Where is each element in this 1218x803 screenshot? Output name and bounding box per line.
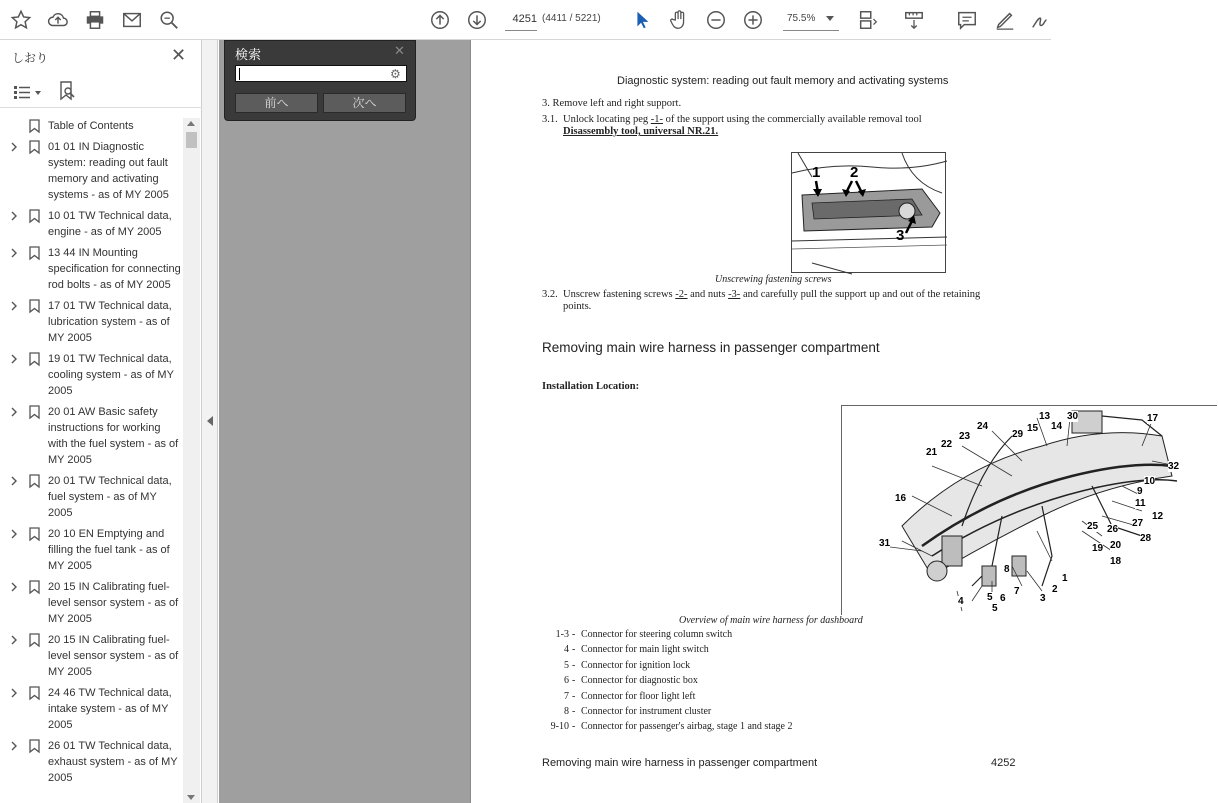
bookmark-item[interactable]: [0, 632, 183, 680]
find-dialog-title: 検索: [235, 48, 262, 63]
page-down-icon[interactable]: [464, 7, 490, 33]
figure-callout-3: 3: [896, 227, 905, 244]
legend-key: 8: [564, 706, 569, 717]
footer-page-number: 4252: [991, 757, 1016, 769]
legend-key: 4: [564, 644, 569, 656]
figure-callout-number: 13: [1039, 411, 1051, 422]
bookmark-item[interactable]: [0, 473, 183, 521]
step-3-2-text-cont: points.: [563, 301, 592, 312]
legend-key: 9-10: [550, 721, 569, 733]
section-title: Removing main wire harness in passenger compartment: [542, 340, 880, 355]
bookmark-icon: [29, 352, 40, 366]
figure-callout-number: 4: [958, 596, 964, 607]
zoom-dropdown-caret-icon[interactable]: [826, 16, 834, 21]
bookmark-icon: [29, 527, 40, 541]
main-toolbar: [0, 0, 1051, 40]
bookmark-icon: [29, 140, 40, 154]
expand-arrow-icon[interactable]: [11, 476, 17, 486]
figure-callout-number: 2: [1052, 584, 1058, 595]
expand-arrow-icon[interactable]: [11, 529, 17, 539]
legend-dash: -: [572, 721, 576, 733]
bookmarks-panel: [0, 40, 202, 803]
legend-value: Connector for floor light left: [581, 690, 696, 702]
legend-key: 7: [564, 690, 569, 702]
zoom-in-icon[interactable]: [740, 7, 766, 33]
expand-arrow-icon[interactable]: [11, 211, 17, 221]
page-number-input[interactable]: 4251: [505, 9, 537, 31]
text-cursor: [239, 68, 240, 80]
footer-title: Removing main wire harness in passenger compartment: [542, 757, 818, 769]
step-3-1-number: 3.1.: [542, 114, 558, 125]
figure-callout-number: 14: [1051, 421, 1063, 432]
figure-callout-number: 32: [1168, 461, 1180, 472]
figure-callout-number: 18: [1110, 556, 1122, 567]
legend-value: Connector for ignition lock: [581, 659, 691, 671]
figure-callout-number: 17: [1147, 413, 1159, 424]
figure-callout-number: 28: [1140, 533, 1152, 544]
figure-callout-number: 6: [1000, 593, 1006, 604]
figure-callout-number: 25: [1087, 521, 1099, 532]
legend-dash: -: [572, 644, 576, 656]
figure-callout-number: 23: [959, 431, 971, 442]
select-arrow-icon[interactable]: [629, 7, 655, 33]
bookmark-icon: [29, 209, 40, 223]
bookmark-label: 20 10 EN Emptying and filling the fuel tank - as of MY 2005: [48, 528, 170, 572]
legend-value: Connector for diagnostic box: [581, 675, 698, 687]
mail-icon[interactable]: [119, 7, 145, 33]
star-icon[interactable]: [8, 7, 34, 33]
pen-icon[interactable]: [992, 7, 1018, 33]
figure-callout-number: 1: [1062, 573, 1068, 584]
figure-callout-1: 1: [812, 164, 821, 181]
step-3-1-text: Unlock locating peg -1- of the support using the commercially available removal tool: [563, 114, 922, 125]
legend-key: 6: [564, 675, 569, 687]
bookmarks-toolbar: [0, 74, 202, 108]
bookmark-item[interactable]: [0, 685, 183, 733]
legend-value: Connector for instrument cluster: [581, 706, 712, 717]
expand-arrow-icon[interactable]: [11, 635, 17, 645]
bookmark-item[interactable]: [0, 298, 183, 346]
zoom-level-input[interactable]: 75.5%: [783, 9, 839, 31]
legend-key: 1-3: [555, 629, 569, 640]
legend-dash: -: [572, 675, 576, 687]
bookmark-icon: [29, 474, 40, 488]
bookmark-label: 20 15 IN Calibrating fuel-level sensor system - as of MY 2005: [48, 634, 179, 678]
sign-icon[interactable]: [1028, 7, 1054, 33]
bookmark-icon: [29, 580, 40, 594]
step-3-2-number: 3.2.: [542, 289, 558, 300]
measure-icon[interactable]: [901, 7, 927, 33]
expand-arrow-icon[interactable]: [11, 407, 17, 417]
expand-arrow-icon[interactable]: [11, 582, 17, 592]
expand-arrow-icon[interactable]: [11, 248, 17, 258]
legend-value: Connector for main light switch: [581, 644, 709, 656]
expand-arrow-icon[interactable]: [11, 301, 17, 311]
find-bookmark-icon[interactable]: [58, 81, 76, 101]
figure-callout-number: 24: [977, 421, 989, 432]
expand-arrow-icon[interactable]: [11, 354, 17, 364]
bookmark-icon: [29, 739, 40, 753]
figure-wire-harness: [841, 405, 1217, 615]
find-dialog: [224, 40, 416, 121]
figure-callout-number: 12: [1152, 511, 1164, 522]
figure-callout-number: 3: [1040, 593, 1046, 604]
bookmark-label: 26 01 TW Technical data, exhaust system - as of MY 2005: [48, 740, 178, 784]
print-icon[interactable]: [82, 7, 108, 33]
bookmark-label: 13 44 IN Mounting specification for connecting rod bolts - as of MY 2005: [48, 247, 181, 291]
zoom-search-icon[interactable]: [156, 7, 182, 33]
legend-key: 5: [564, 659, 569, 671]
bookmark-label: 24 46 TW Technical data, intake system - as of MY 2005: [48, 687, 172, 731]
figure-callout-number: 30: [1067, 411, 1079, 422]
bookmark-icon: [29, 299, 40, 313]
bookmark-item[interactable]: [0, 579, 183, 627]
step-3-2-text: Unscrew fastening screws -2- and nuts -3- and carefully pull the support up and out of the retaining: [563, 289, 981, 300]
figure-callout-number: 10: [1144, 476, 1156, 487]
panel-splitter[interactable]: [202, 40, 218, 803]
find-previous-button[interactable]: 前へ: [235, 93, 318, 113]
installation-location-label: Installation Location:: [542, 381, 640, 392]
figure-callout-number: 27: [1132, 518, 1144, 529]
figure-callout-number: 8: [1004, 564, 1010, 575]
find-next-button[interactable]: 次へ: [323, 93, 406, 113]
bookmark-icon: [29, 405, 40, 419]
bookmark-item[interactable]: [0, 526, 183, 574]
zoom-out-icon[interactable]: [703, 7, 729, 33]
bookmarks-close-icon[interactable]: ✕: [171, 45, 187, 66]
bookmark-item[interactable]: [0, 738, 183, 786]
bookmark-label: 19 01 TW Technical data, cooling system - as of MY 2005: [48, 353, 174, 397]
bookmarks-panel-title: しおり: [12, 51, 49, 65]
figure-callout-number: 16: [895, 493, 907, 504]
step-3-1-tool: Disassembly tool, universal NR.21.: [563, 126, 719, 137]
scroll-thumb[interactable]: [186, 132, 197, 148]
bookmark-list: [0, 118, 183, 803]
figure-callout-number: 9: [1137, 486, 1143, 497]
collapse-panel-arrow-icon[interactable]: [207, 416, 213, 426]
figure-callout-number: 7: [1014, 586, 1020, 597]
hand-icon[interactable]: [666, 7, 692, 33]
step-3: 3. Remove left and right support.: [542, 98, 682, 109]
scroll-down-arrow-icon[interactable]: [187, 795, 195, 800]
page-total: (4411 / 5221): [542, 13, 601, 24]
bookmark-label: 01 01 IN Diagnostic system: reading out fault memory and activating systems - as of MY 2005: [48, 141, 169, 201]
expand-arrow-icon[interactable]: [11, 688, 17, 698]
bookmark-icon: [29, 119, 40, 133]
figure-callout-number: 19: [1092, 543, 1104, 554]
figure-callout-number: 21: [926, 447, 938, 458]
legend-dash: -: [572, 629, 576, 640]
bookmark-options-caret-icon[interactable]: [35, 91, 41, 95]
comment-icon[interactable]: [954, 7, 980, 33]
bookmark-item[interactable]: [0, 245, 183, 293]
page-up-icon[interactable]: [427, 7, 453, 33]
page-header: Diagnostic system: reading out fault memory and activating systems: [617, 75, 949, 87]
bookmark-item[interactable]: [0, 139, 183, 203]
figure-1-caption: Unscrewing fastening screws: [715, 274, 832, 285]
expand-arrow-icon[interactable]: [11, 142, 17, 152]
find-options-gear-icon[interactable]: ⚙: [390, 67, 401, 81]
bookmark-item[interactable]: [0, 118, 183, 134]
bookmark-label: Table of Contents: [48, 120, 134, 132]
bookmark-item[interactable]: [0, 208, 183, 240]
figure-callout-2: 2: [850, 164, 859, 181]
figure-callout-number: 22: [941, 439, 953, 450]
figure-callout-number: 5: [992, 603, 998, 614]
bookmark-label: 10 01 TW Technical data, engine - as of MY 2005: [48, 210, 172, 238]
bookmark-icon: [29, 633, 40, 647]
bookmark-label: 17 01 TW Technical data, lubrication system - as of MY 2005: [48, 300, 172, 344]
legend-dash: -: [572, 690, 576, 702]
bookmark-label: 20 01 AW Basic safety instructions for working with the fuel system - as of MY 2005: [48, 406, 179, 466]
page-layout-icon[interactable]: [855, 7, 881, 33]
figure-callout-number: 31: [879, 538, 891, 549]
upload-icon[interactable]: [45, 7, 71, 33]
figure-callout-number: 5: [987, 592, 993, 603]
bookmark-label: 20 15 IN Calibrating fuel-level sensor system - as of MY 2005: [48, 581, 179, 625]
figure-callout-number: 26: [1107, 524, 1119, 535]
bookmark-item[interactable]: [0, 404, 183, 468]
document-canvas[interactable]: [219, 40, 1180, 803]
bookmark-label: 20 01 TW Technical data, fuel system - as of MY 2005: [48, 475, 172, 519]
legend-value: Connector for steering column switch: [581, 629, 733, 640]
find-input[interactable]: [235, 65, 407, 82]
figure-unscrewing-screws: [791, 152, 946, 273]
figure-callout-number: 29: [1012, 429, 1024, 440]
legend-dash: -: [572, 659, 576, 671]
bookmark-options-icon[interactable]: [13, 84, 31, 100]
find-close-icon[interactable]: ✕: [394, 44, 405, 59]
scroll-up-arrow-icon[interactable]: [187, 121, 195, 126]
legend-dash: -: [572, 706, 576, 717]
pdf-page: [470, 40, 1180, 803]
legend-value: Connector for passenger's airbag, stage 1 and stage 2: [581, 721, 793, 733]
figure-2-caption: Overview of main wire harness for dashboard: [679, 615, 863, 626]
figure-callout-number: 20: [1110, 540, 1122, 551]
figure-callout-number: 15: [1027, 423, 1039, 434]
bookmark-icon: [29, 246, 40, 260]
figure-callout-number: 11: [1135, 498, 1146, 509]
bookmark-scrollbar[interactable]: [183, 118, 200, 803]
bookmark-item[interactable]: [0, 351, 183, 399]
bookmark-icon: [29, 686, 40, 700]
expand-arrow-icon[interactable]: [11, 741, 17, 751]
